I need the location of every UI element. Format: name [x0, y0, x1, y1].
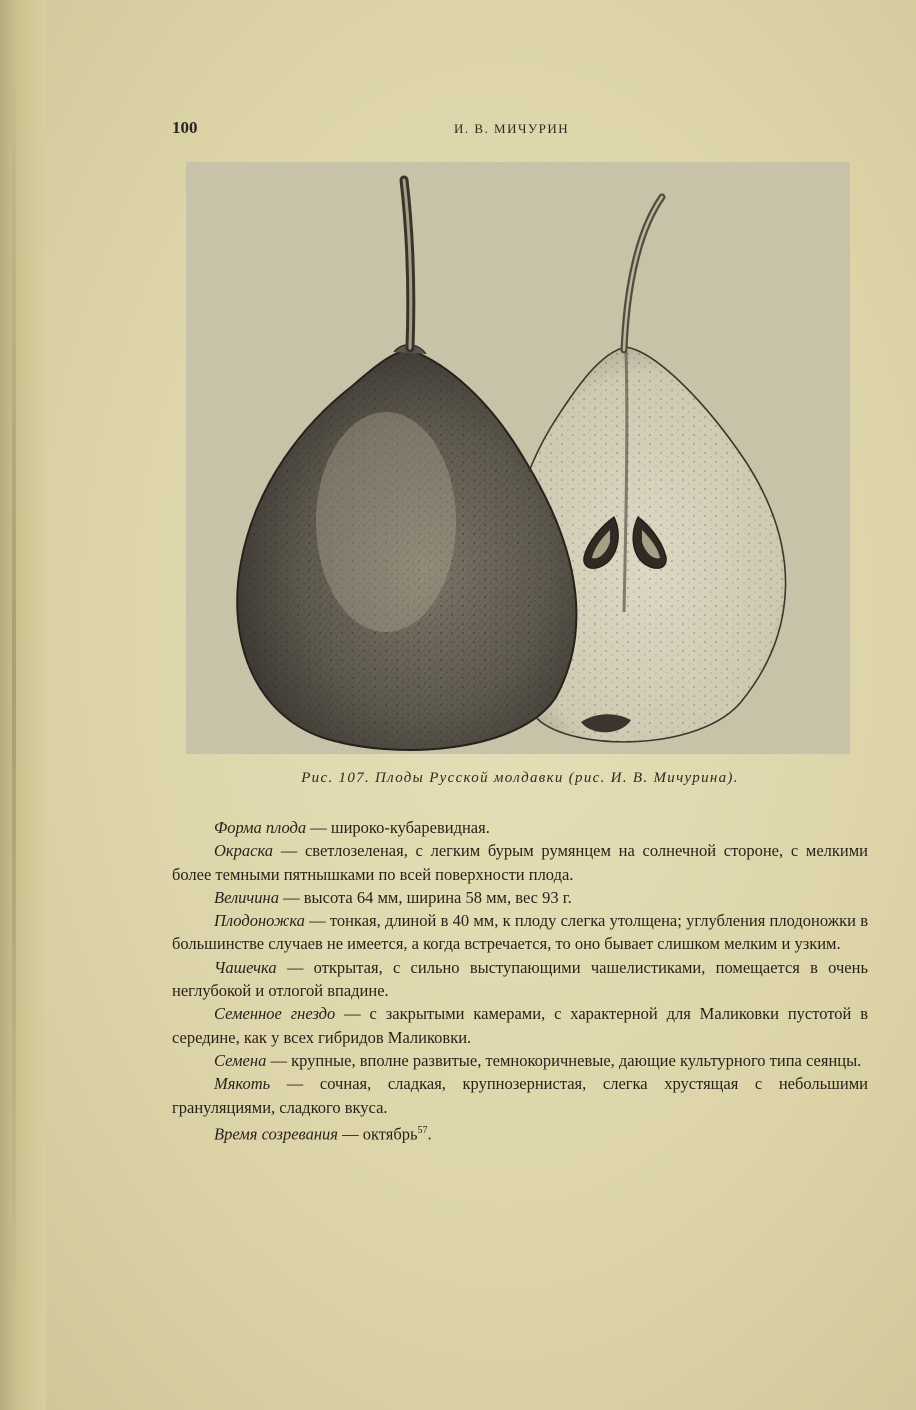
page-number: 100 [172, 118, 198, 137]
term-flesh: Мякоть [214, 1074, 271, 1094]
page-gutter [0, 0, 46, 1410]
text-calyx: — открытая, с сильно выступающими чашелистиками, помещается в очень неглубокой и отлогой впадине. [172, 957, 868, 1001]
term-color: Окраска [214, 841, 274, 861]
text-stalk: — тонкая, длиной в 40 мм, к плоду слегка утолщена; углубления плодоножки в большинстве случаев не имеется, а когда встречается, то оно бывает слишком мелким и узким. [172, 911, 868, 954]
text-form: — широко-кубаревидная. [306, 818, 490, 837]
paragraph-ripening [172, 1119, 868, 1146]
text-ripening-end: . [427, 1124, 432, 1144]
paragraph-flesh [172, 1072, 868, 1119]
pear-illustration [186, 162, 850, 754]
text-ripening: — октябрь [337, 1124, 418, 1144]
term-ripening: Время созревания [214, 1124, 338, 1144]
term-seed-chamber: Семенное гнездо [214, 1004, 336, 1024]
paragraph-size [172, 886, 868, 909]
text-flesh: — сочная, сладкая, крупнозернистая, слегка хрустящая с небольшими грануляциями, сладкого вкуса. [172, 1074, 868, 1117]
paragraph-seeds [172, 1049, 868, 1072]
text-color: — светлозеленая, с легким бурым румянцем на солнечной стороне, с мелкими более темными пятнышками по всей поверхности плода. [172, 841, 868, 884]
paragraph-stalk [172, 909, 868, 956]
page-header [172, 118, 868, 142]
text-seeds: — крупные, вполне развитые, темнокоричневые, дающие культурного типа сеянцы. [266, 1050, 862, 1070]
term-size: Величина [214, 887, 279, 907]
pear-drawing [186, 162, 850, 754]
footnote-marker: 57 [417, 1124, 428, 1136]
paragraph-seed-chamber [172, 1002, 868, 1049]
paragraph-color [172, 839, 868, 886]
pear-description [172, 816, 868, 1146]
text-seed-chamber: — с закрытыми камерами, с характерной для Маликовки пустотой в середине, как у всех гибридов Маликовки. [172, 1004, 869, 1047]
term-stalk: Плодоножка [214, 911, 305, 931]
term-seeds: Семена [214, 1050, 267, 1070]
paragraph-calyx [172, 956, 868, 1003]
binding-shadow [12, 60, 16, 1310]
term-calyx: Чашечка [214, 957, 277, 977]
text-size: — высота 64 мм, ширина 58 мм, вес 93 г. [279, 887, 572, 907]
paragraph-form [172, 816, 868, 839]
figure-caption: Рис. 107. Плоды Русской молдавки (рис. И. В. Мичурина). [301, 770, 739, 786]
term-form: Форма плода [214, 818, 307, 837]
running-head: И. В. МИЧУРИН [454, 121, 570, 136]
